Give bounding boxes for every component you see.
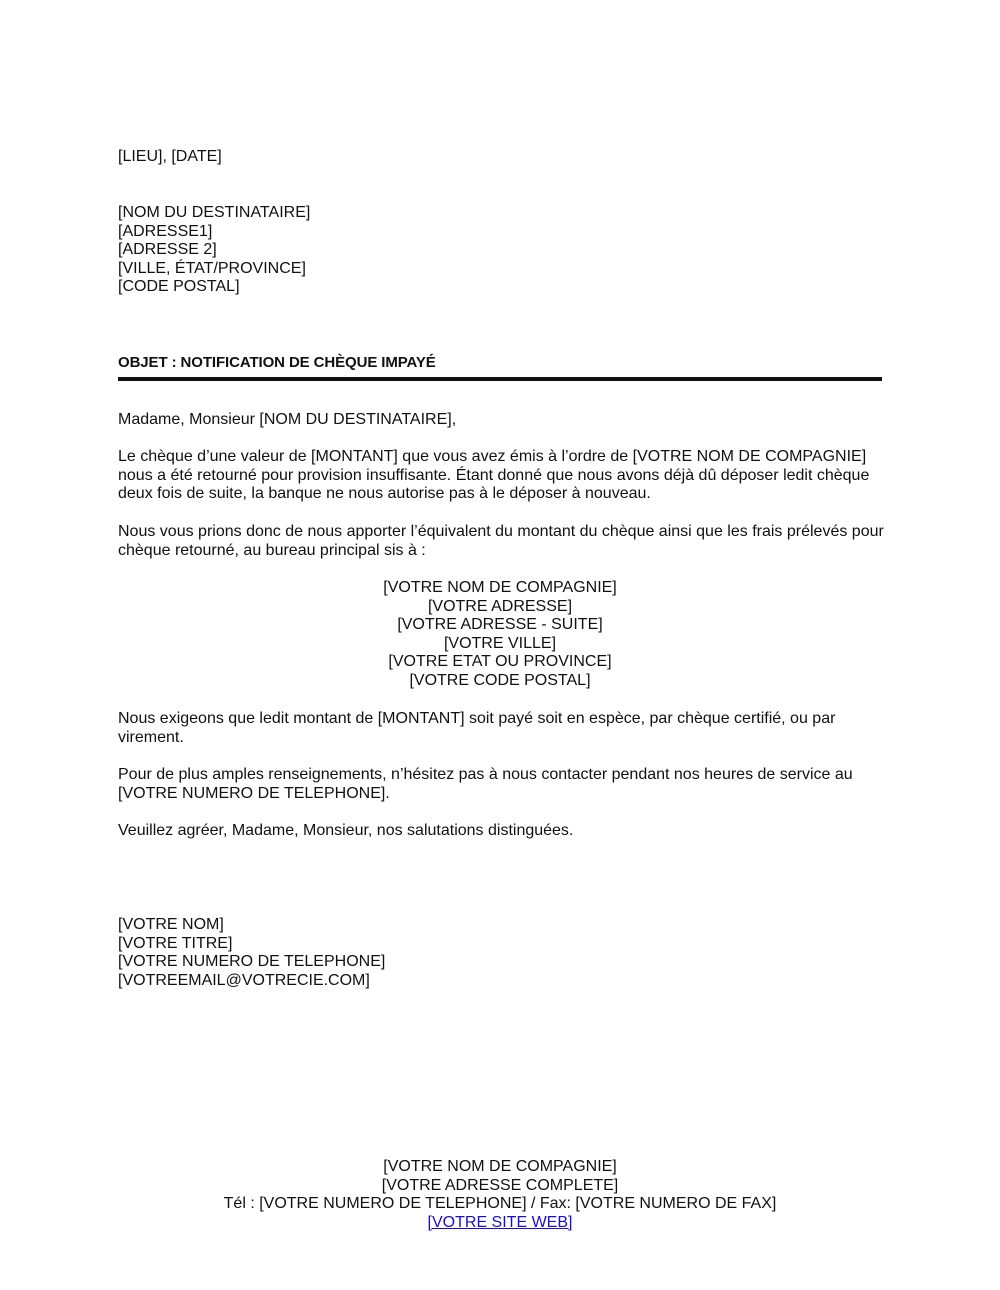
subject-heading: OBJET : NOTIFICATION DE CHÈQUE IMPAYÉ [118, 354, 436, 371]
body-paragraph-payment-methods: Nous exigeons que ledit montant de [MONTANT] soit payé soit en espèce, par chèque certifié, ou par virement. [118, 710, 836, 746]
office-address-suite: [VOTRE ADRESSE - SUITE] [397, 616, 603, 634]
recipient-city-state: [VILLE, ÉTAT/PROVINCE] [118, 259, 306, 277]
letter-footer [0, 1158, 1000, 1232]
footer-address: [VOTRE ADRESSE COMPLETE] [381, 1176, 619, 1194]
sender-phone: [VOTRE NUMERO DE TELEPHONE] [118, 953, 386, 971]
recipient-address-2: [ADRESSE 2] [118, 241, 217, 259]
recipient-name: [NOM DU DESTINATAIRE] [118, 204, 311, 221]
office-postal-code: [VOTRE CODE POSTAL] [409, 671, 591, 689]
office-address-line: [VOTRE ADRESSE] [427, 597, 573, 615]
salutation: Madame, Monsieur [NOM DU DESTINATAIRE], [118, 411, 457, 428]
office-city: [VOTRE VILLE] [443, 634, 557, 652]
sender-email: [VOTREEMAIL@VOTRECIE.COM] [118, 971, 370, 989]
recipient-address [118, 204, 310, 297]
body-paragraph-returned-cheque: Le chèque d’une valeur de [MONTANT] que vous avez émis à l’ordre de [VOTRE NOM DE COMPAGNIE] nous a été retourné pour provision insuffisante. Étant donné que nous avons déjà dû déposer ledit chèque deux fois de suite, la banque ne nous autorise pas à le déposer à nouveau. [118, 448, 870, 503]
place-date: [LIEU], [DATE] [118, 148, 222, 165]
footer-company-name: [VOTRE NOM DE COMPAGNIE] [383, 1158, 617, 1175]
office-company-name: [VOTRE NOM DE COMPAGNIE] [383, 579, 617, 596]
subject-divider [118, 377, 882, 381]
recipient-postal-code: [CODE POSTAL] [118, 278, 240, 296]
office-state-province: [VOTRE ETAT OU PROVINCE] [388, 653, 612, 671]
office-address [0, 579, 1000, 691]
closing-formula: Veuillez agréer, Madame, Monsieur, nos salutations distinguées. [118, 822, 574, 839]
body-paragraph-contact: Pour de plus amples renseignements, n’hésitez pas à nous contacter pendant nos heures de service au [VOTRE NUMERO DE TELEPHONE]. [118, 766, 853, 802]
sender-title: [VOTRE TITRE] [118, 934, 233, 952]
recipient-address-1: [ADRESSE1] [118, 222, 213, 240]
signature-block [118, 916, 385, 990]
sender-name: [VOTRE NOM] [118, 916, 224, 933]
footer-website-link[interactable]: [VOTRE SITE WEB] [427, 1213, 573, 1231]
body-paragraph-payment-request: Nous vous prions donc de nous apporter l’équivalent du montant du chèque ainsi que les frais prélevés pour chèque retourné, au bureau principal sis à : [118, 523, 884, 559]
footer-contact: Tél : [VOTRE NUMERO DE TELEPHONE] / Fax: [VOTRE NUMERO DE FAX] [223, 1195, 777, 1213]
